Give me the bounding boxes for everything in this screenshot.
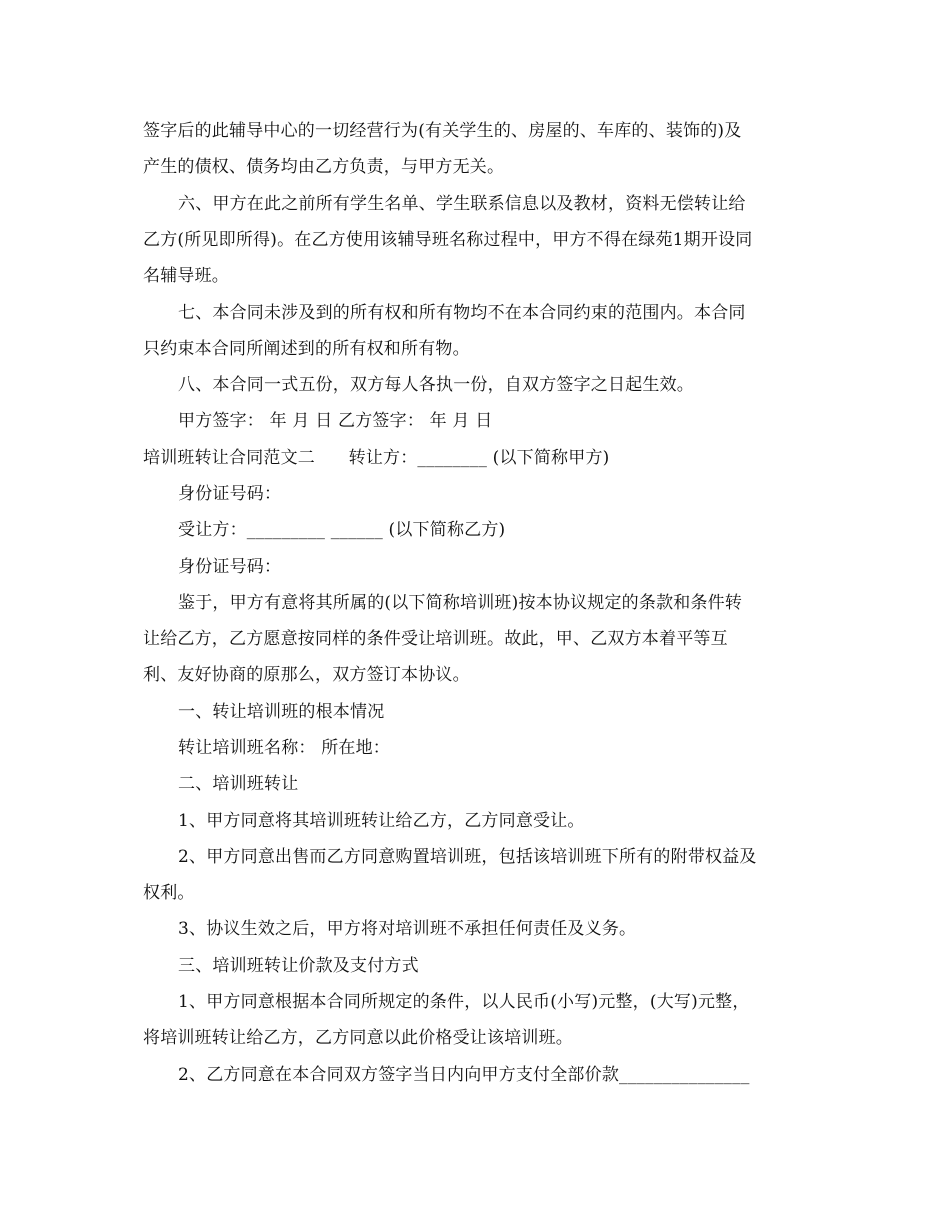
paragraph-line: 转让培训班名称： 所在地： bbox=[178, 738, 391, 758]
transferee-line: 受让方：_________ ______ (以下简称乙方) bbox=[178, 520, 506, 540]
clause-eight: 八、本合同一式五份，双方每人各执一份，自双方签字之日起生效。 bbox=[178, 375, 694, 395]
contract-two-title: 培训班转让合同范文二 转让方：________ (以下简称甲方) bbox=[143, 448, 610, 468]
clause-seven: 七、本合同未涉及到的所有权和所有物均不在本合同约束的范围内。本合同 bbox=[178, 303, 746, 323]
section-heading: 三、培训班转让价款及支付方式 bbox=[178, 956, 419, 976]
numbered-item: 2、乙方同意在本合同双方签字当日内向甲方支付全部价款_______________ bbox=[178, 1065, 750, 1085]
signature-line: 甲方签字： 年 月 日 乙方签字： 年 月 日 bbox=[178, 411, 493, 431]
paragraph-line: 签字后的此辅导中心的一切经营行为(有关学生的、房屋的、车库的、装饰的)及 bbox=[143, 121, 742, 141]
id-number-line: 身份证号码： bbox=[178, 557, 282, 577]
id-number-line: 身份证号码： bbox=[178, 484, 282, 504]
paragraph-line: 权利。 bbox=[143, 883, 195, 903]
paragraph-line: 乙方(所见即所得)。在乙方使用该辅导班名称过程中，甲方不得在绿苑1期开设同 bbox=[143, 230, 753, 250]
preamble-line: 鉴于，甲方有意将其所属的(以下简称培训班)按本协议规定的条款和条件转 bbox=[178, 593, 743, 613]
paragraph-line: 让给乙方，乙方愿意按同样的条件受让培训班。故此，甲、乙双方本着平等互 bbox=[143, 629, 728, 649]
paragraph-line: 只约束本合同所阐述到的所有权和所有物。 bbox=[143, 339, 470, 359]
numbered-item: 1、甲方同意将其培训班转让给乙方，乙方同意受让。 bbox=[178, 811, 585, 831]
paragraph-line: 产生的债权、债务均由乙方负责，与甲方无关。 bbox=[143, 157, 505, 177]
numbered-item: 3、协议生效之后，甲方将对培训班不承担任何责任及义务。 bbox=[178, 919, 637, 939]
paragraph-line: 将培训班转让给乙方，乙方同意以此价格受让该培训班。 bbox=[143, 1028, 573, 1048]
section-heading: 一、转让培训班的根本情况 bbox=[178, 702, 385, 722]
numbered-item: 2、甲方同意出售而乙方同意购置培训班，包括该培训班下所有的附带权益及 bbox=[178, 847, 757, 867]
paragraph-line: 名辅导班。 bbox=[143, 266, 229, 286]
section-heading: 二、培训班转让 bbox=[178, 774, 299, 794]
clause-six: 六、甲方在此之前所有学生名单、学生联系信息以及教材，资料无偿转让给 bbox=[178, 194, 746, 214]
numbered-item: 1、甲方同意根据本合同所规定的条件，以人民币(小写)元整，(大写)元整， bbox=[178, 992, 750, 1012]
paragraph-line: 利、友好协商的原那么，双方签订本协议。 bbox=[143, 665, 470, 685]
